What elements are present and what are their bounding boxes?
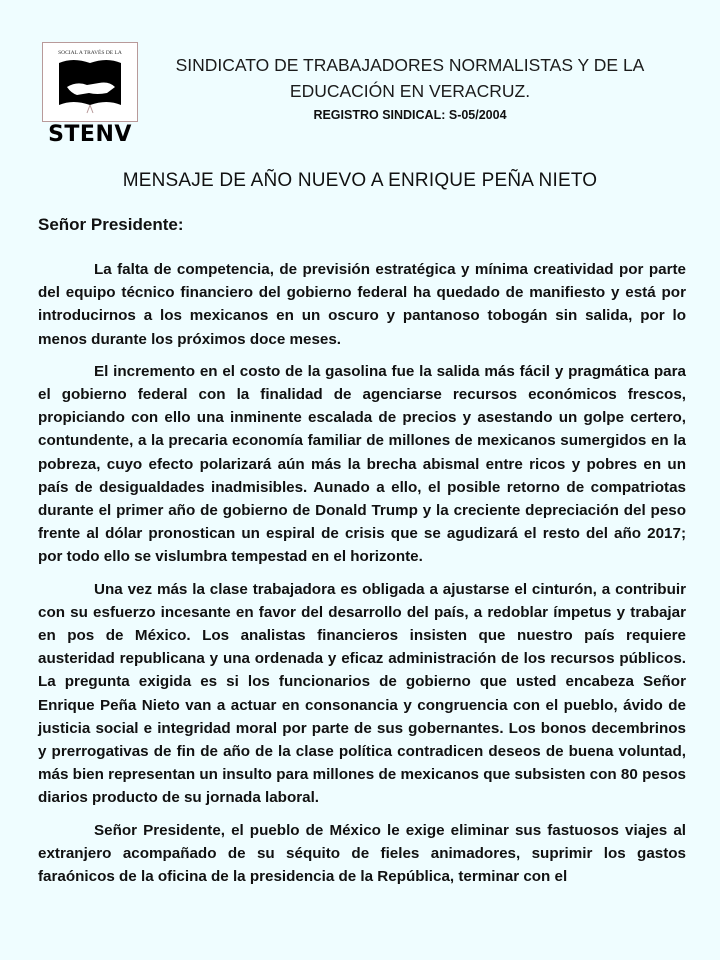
logo-name: STENV <box>48 122 132 147</box>
svg-text:SOCIAL A TRAVÉS DE LA: SOCIAL A TRAVÉS DE LA <box>58 50 122 56</box>
paragraph: Señor Presidente, el pueblo de México le exige eliminar sus fastuosos viajes al extranjero acompañado de su séquito de fieles animadores, suprimir los gastos faraónicos de la oficina de la presidencia de la República, terminar con el <box>38 821 686 886</box>
logo-emblem <box>42 42 138 122</box>
organization-line-1: SINDICATO DE TRABAJADORES NORMALISTAS Y DE LA <box>175 55 645 75</box>
registration-number: REGISTRO SINDICAL: S-05/2004 <box>313 108 507 122</box>
document-title: MENSAJE DE AÑO NUEVO A ENRIQUE PEÑA NIETO <box>122 170 598 191</box>
handshake-book-icon <box>43 43 137 121</box>
paragraph: Una vez más la clase trabajadora es obligada a ajustarse el cinturón, a contribuir con su esfuerzo incesante en favor del desarrollo del país, a redoblar ímpetus y trabajar en pos de México. Los analistas financieros insisten que nuestro país requiere austeridad republicana y una ordenada y eficaz administración de los recursos públicos. La pregunta exigida es si los funcionarios de gobierno que usted encabeza Señor Enrique Peña Nieto van a actuar en consonancia y congruencia con el pueblo, ávido de justicia social e integridad moral por parte de sus gobernantes. Los bonos decembrinos y prerrogativas de fin de año de la clase política contradicen deseos de buena voluntad, más bien representan un insulto para millones de mexicanos que subsisten con 80 pesos diarios producto de su jornada laboral. <box>38 580 686 807</box>
paragraph: El incremento en el costo de la gasolina fue la salida más fácil y pragmática para el gobierno federal con la finalidad de agenciarse recursos económicos frescos, propiciando con ello una inminente escalada de precios y asestando un golpe certero, contundente, a la precaria economía familiar de millones de mexicanos sumergidos en la pobreza, cuyo efecto polarizará aún más la brecha abismal entre ricos y pobres en un país de desigualdades inadmisibles. Aunado a ello, el posible retorno de compatriotas durante el primer año de gobierno de Donald Trump y la creciente depreciación del peso frente al dólar pronostican un espiral de crisis que se agudizará el resto del año 2017; por todo ello se vislumbra tempestad en el horizonte. <box>38 362 686 566</box>
letter-body <box>38 258 686 897</box>
salutation: Señor Presidente: <box>38 215 184 234</box>
organization-line-2: EDUCACIÓN EN VERACRUZ. <box>289 81 531 101</box>
organization-name <box>160 52 660 104</box>
paragraph: La falta de competencia, de previsión estratégica y mínima creatividad por parte del equipo técnico financiero del gobierno federal ha quedado de manifiesto y está por introducirnos a los mexicanos en un oscuro y pantanoso tobogán sin salida, por lo menos durante los próximos doce meses. <box>38 261 686 348</box>
stenv-logo <box>40 42 140 146</box>
